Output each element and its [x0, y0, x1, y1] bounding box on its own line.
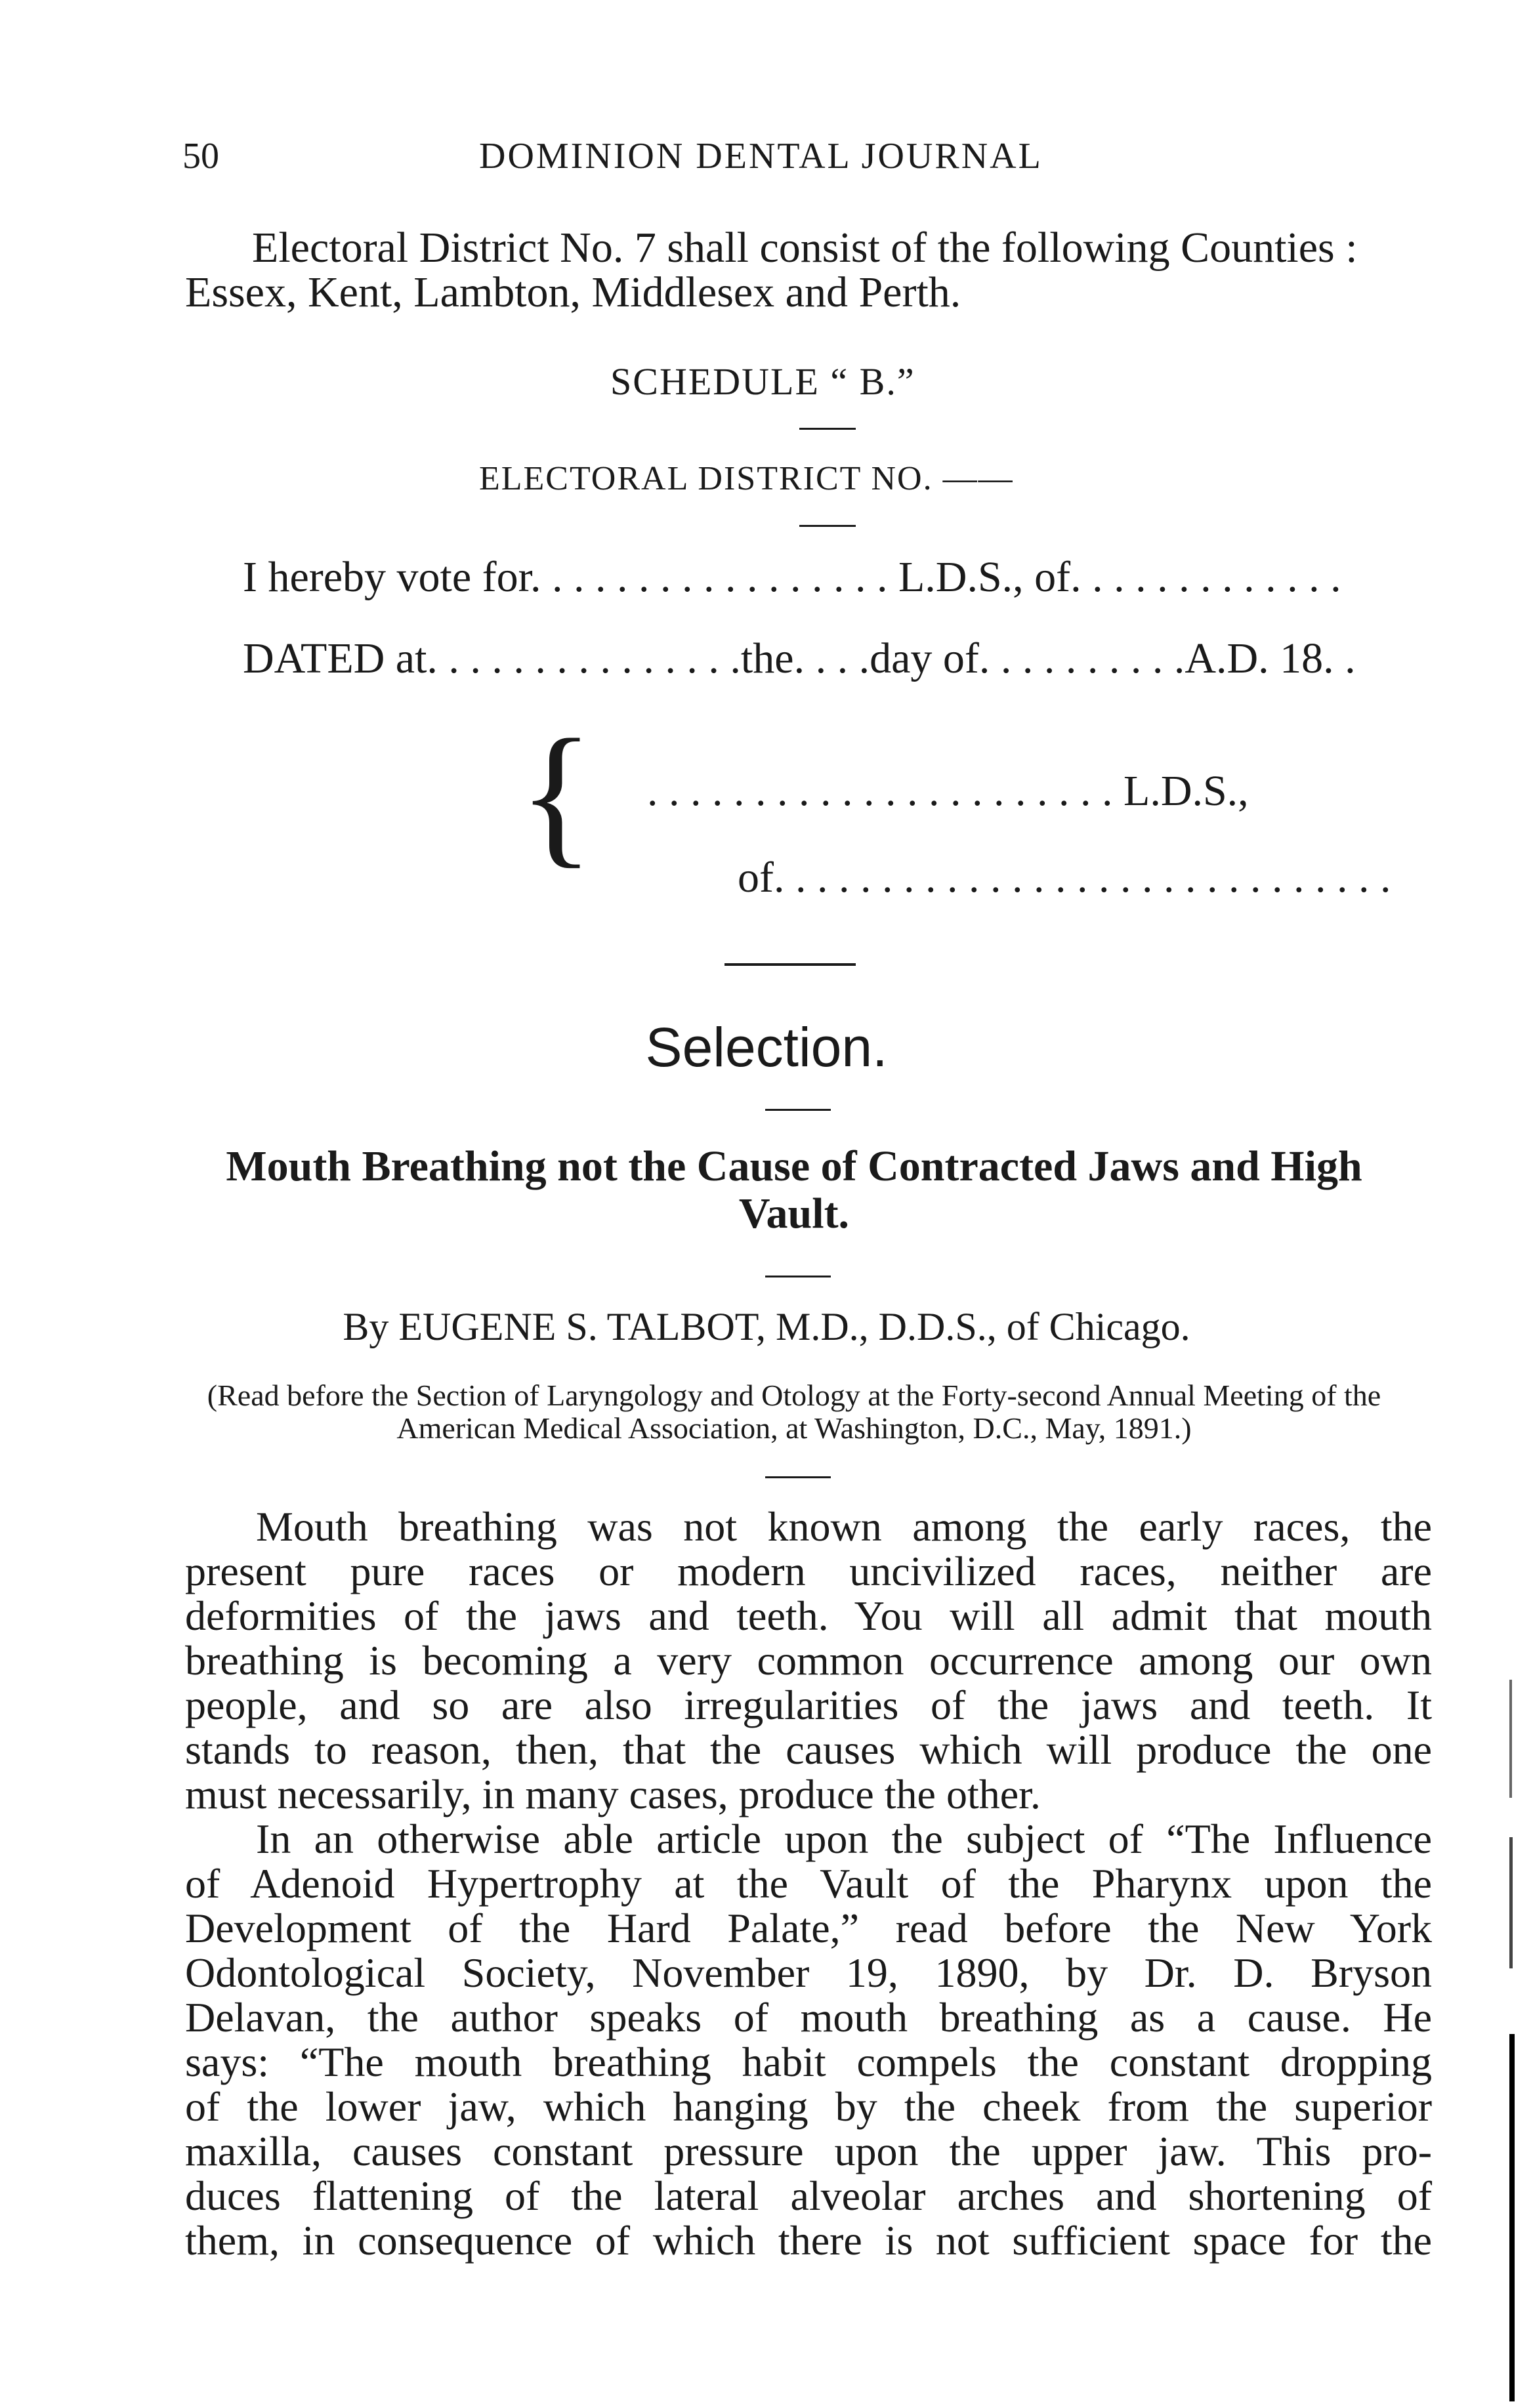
body-line: says: “The mouth breathing habit compels the constant dropping: [185, 2039, 1432, 2085]
dated-line: DATED at. . . . . . . . . . . . . . .the. . . .day of. . . . . . . . . .A.D. 18. .: [243, 634, 1356, 682]
signature-line-2: of. . . . . . . . . . . . . . . . . . . . . . . . . . . . .: [738, 854, 1391, 902]
signature-line-1: . . . . . . . . . . . . . . . . . . . . . . L.D.S.,: [647, 767, 1249, 815]
section-heading: Selection.: [645, 1016, 888, 1078]
divider: [765, 1276, 831, 1277]
body-line: of Adenoid Hypertrophy at the Vault of the Pharynx upon the: [185, 1860, 1432, 1907]
signature-brace: {: [518, 707, 595, 881]
divider: [765, 1109, 831, 1111]
body-line: stands to reason, then, that the causes which will produce the one: [185, 1726, 1432, 1773]
body-line: present pure races or modern uncivilized races, neither are: [185, 1548, 1432, 1594]
body-line: them, in consequence of which there is not sufficient space for the: [185, 2217, 1432, 2264]
body-line: people, and so are also irregularities of the jaws and teeth. It: [185, 1682, 1432, 1728]
scan-edge-mark: [1509, 1680, 1512, 1798]
body-line: Odontological Society, November 19, 1890, by Dr. D. Bryson: [185, 1949, 1432, 1996]
article-byline: By EUGENE S. TALBOT, M.D., D.D.S., of Chicago.: [343, 1305, 1190, 1348]
section-divider: [724, 963, 856, 966]
intro-line-2: Essex, Kent, Lambton, Middlesex and Perth.: [185, 268, 961, 316]
divider: [799, 428, 856, 430]
body-line: Development of the Hard Palate,” read before the New York: [185, 1905, 1432, 1951]
body-line: of the lower jaw, which hanging by the cheek from the superior: [185, 2083, 1432, 2130]
body-line: must necessarily, in many cases, produce the other.: [185, 1771, 1041, 1817]
intro-line-1: Electoral District No. 7 shall consist of the following Counties :: [252, 224, 1358, 272]
schedule-title: SCHEDULE “ B.”: [610, 360, 915, 403]
body-line: Mouth breathing was not known among the early races, the: [256, 1503, 1432, 1550]
district-label: ELECTORAL DISTRICT NO. ——: [479, 460, 1014, 497]
body-line: duces flattening of the lateral alveolar arches and shortening of: [185, 2172, 1432, 2219]
scan-edge-mark: [1509, 2034, 1515, 2401]
scan-edge-mark: [1509, 1837, 1513, 1968]
body-line: Delavan, the author speaks of mouth breathing as a cause. He: [185, 1994, 1432, 2041]
article-title: Mouth Breathing not the Cause of Contracted Jaws and High Vault.: [226, 1142, 1362, 1237]
body-line: In an otherwise able article upon the subject of “The Influence: [256, 1816, 1432, 1862]
body-line: breathing is becoming a very common occurrence among our own: [185, 1637, 1432, 1684]
body-line: maxilla, causes constant pressure upon the upper jaw. This pro-: [185, 2128, 1432, 2174]
vote-line: I hereby vote for. . . . . . . . . . . . . . . . . L.D.S., of. . . . . . . . . . . . .: [243, 553, 1341, 601]
article-note: (Read before the Section of Laryngology and Otology at the Forty-second Annual Meeting of the American Medical Association, at Washington, D.C., May, 1891.): [207, 1379, 1381, 1445]
page-number: 50: [182, 136, 219, 176]
running-head: DOMINION DENTAL JOURNAL: [479, 136, 1043, 176]
body-line: deformities of the jaws and teeth. You will all admit that mouth: [185, 1592, 1432, 1639]
divider: [799, 525, 856, 527]
divider: [765, 1476, 831, 1478]
